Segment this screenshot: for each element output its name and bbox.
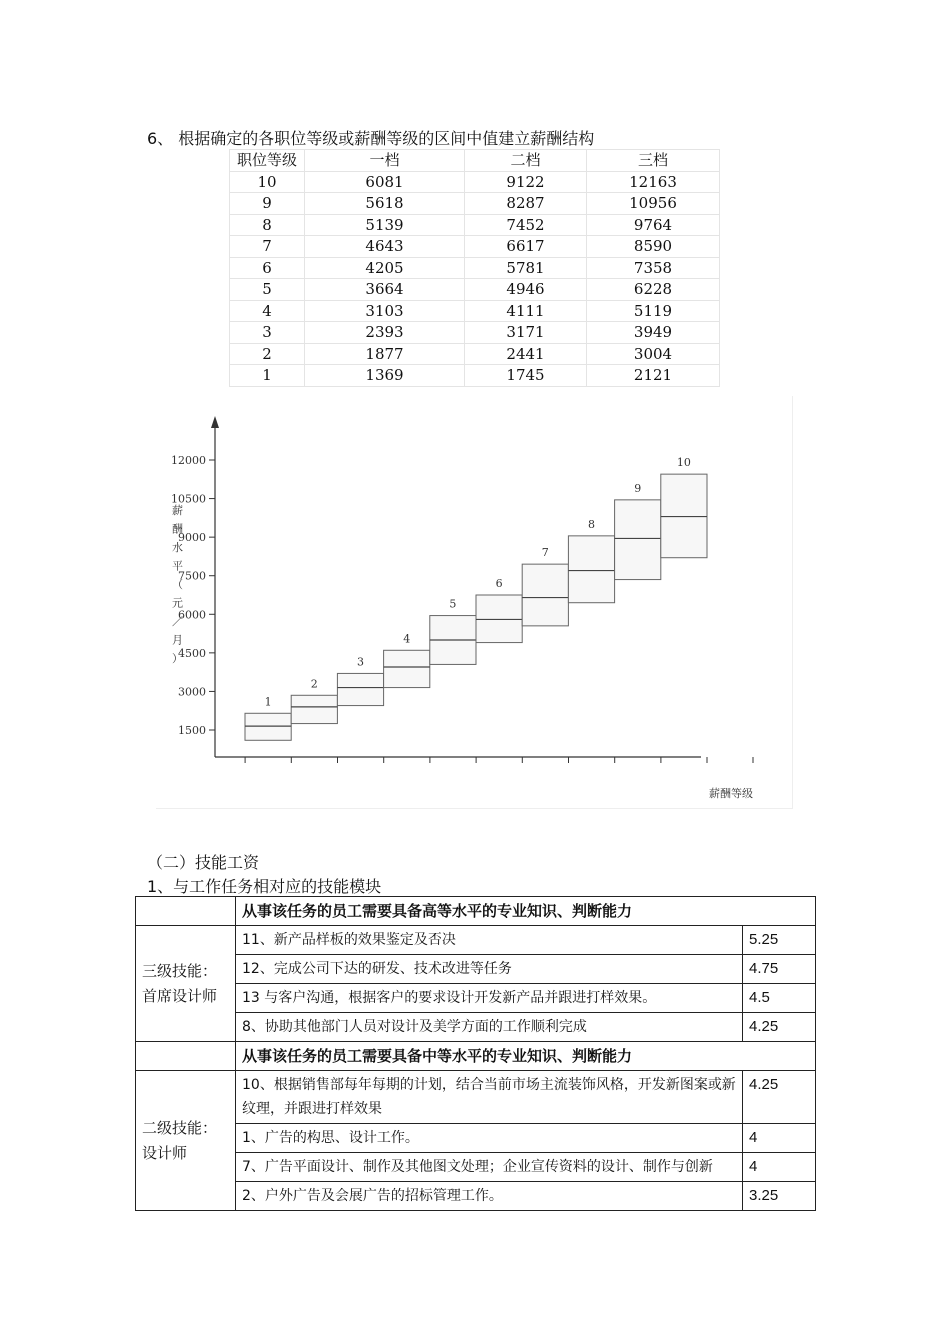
- col-header-tier1: 一档: [305, 150, 465, 172]
- salary-cell: 4205: [305, 257, 465, 279]
- salary-cell: 1745: [465, 365, 587, 387]
- salary-cell: 4111: [465, 300, 587, 322]
- grade-8-box: [568, 536, 614, 603]
- salary-cell: 7358: [587, 257, 720, 279]
- salary-cell: 6228: [587, 279, 720, 301]
- salary-row: [230, 236, 720, 258]
- salary-table-header: [230, 150, 720, 172]
- salary-cell: 5781: [465, 257, 587, 279]
- salary-cell: 8287: [465, 193, 587, 215]
- salary-cell: 5618: [305, 193, 465, 215]
- salary-row: [230, 279, 720, 301]
- salary-cell: 8590: [587, 236, 720, 258]
- grade-1-box: [245, 713, 291, 740]
- y-tick-label: 6000: [178, 608, 206, 622]
- grade-cell: 7: [230, 236, 305, 258]
- salary-structure-chart: [156, 396, 793, 809]
- grade-2-box: [291, 695, 337, 723]
- salary-cell: 4643: [305, 236, 465, 258]
- salary-row: [230, 214, 720, 236]
- salary-cell: 3664: [305, 279, 465, 301]
- salary-row: [230, 171, 720, 193]
- grade-2-label: 2: [310, 677, 318, 691]
- skill-task: 13 与客户沟通，根据客户的要求设计开发新产品并跟进打样效果。: [236, 984, 743, 1013]
- y-tick-label: 12000: [171, 454, 206, 467]
- skill-task-row: [136, 955, 816, 984]
- salary-cell: 3171: [465, 322, 587, 344]
- grade-cell: 2: [230, 343, 305, 365]
- skill-task: 10、根据销售部每年每期的计划，结合当前市场主流装饰风格，开发新图案或新纹理，并跟进打样效果: [236, 1071, 743, 1124]
- grade-6-label: 6: [495, 577, 503, 590]
- grade-6-box: [476, 595, 522, 643]
- grade-cell: 10: [230, 171, 305, 193]
- skill-task: 7、广告平面设计、制作及其他图文处理；企业宣传资料的设计、制作与创新: [236, 1153, 743, 1182]
- y-tick-label: 3000: [178, 685, 206, 699]
- skill-value: 4.5: [743, 984, 816, 1013]
- skill-task: 12、完成公司下达的研发、技术改进等任务: [236, 955, 743, 984]
- grade-cell: 1: [230, 365, 305, 387]
- salary-cell: 5119: [587, 300, 720, 322]
- skill-wage-heading: （二）技能工资: [147, 853, 260, 872]
- empty-cell: [136, 1042, 236, 1071]
- skill-value: 4: [743, 1153, 816, 1182]
- grade-7-label: 7: [541, 546, 549, 560]
- skill-value: 5.25: [743, 926, 816, 955]
- salary-row: [230, 322, 720, 344]
- grade-cell: 8: [230, 214, 305, 236]
- grade-3-label: 3: [357, 655, 364, 669]
- skill-group-header-row: [136, 897, 816, 926]
- salary-cell: 6081: [305, 171, 465, 193]
- salary-cell: 7452: [465, 214, 587, 236]
- salary-cell: 3103: [305, 300, 465, 322]
- salary-cell: 3949: [587, 322, 720, 344]
- grade-5-label: 5: [449, 597, 457, 611]
- skill-group-header-row: [136, 1042, 816, 1071]
- skill-task: 11、新产品样板的效果鉴定及否决: [236, 926, 743, 955]
- skill-level-label: 三级技能：首席设计师: [136, 926, 236, 1042]
- skill-level-requirement: 从事该任务的员工需要具备中等水平的专业知识、判断能力: [236, 1042, 816, 1071]
- salary-row: [230, 193, 720, 215]
- x-axis-label: 薪酬等级: [709, 787, 753, 800]
- salary-cell: 5139: [305, 214, 465, 236]
- grade-10-box: [661, 474, 707, 558]
- col-header-tier2: 二档: [465, 150, 587, 172]
- grade-cell: 3: [230, 322, 305, 344]
- grade-cell: 9: [230, 193, 305, 215]
- skill-value: 4.25: [743, 1071, 816, 1124]
- skill-task-row: [136, 1124, 816, 1153]
- salary-cell: 1877: [305, 343, 465, 365]
- skill-value: 4.75: [743, 955, 816, 984]
- y-tick-label: 9000: [178, 531, 206, 545]
- y-tick-label: 1500: [178, 724, 206, 737]
- skill-task-row: [136, 984, 816, 1013]
- grade-4-label: 4: [403, 632, 411, 646]
- col-header-tier3: 三档: [587, 150, 720, 172]
- salary-cell: 3004: [587, 343, 720, 365]
- y-tick-label: 10500: [171, 492, 206, 506]
- grade-7-box: [522, 564, 568, 626]
- salary-structure-table: [229, 149, 720, 387]
- grade-9-label: 9: [634, 481, 642, 495]
- salary-row: [230, 343, 720, 365]
- skill-task-row: [136, 926, 816, 955]
- salary-cell: 4946: [465, 279, 587, 301]
- skill-value: 3.25: [743, 1182, 816, 1211]
- grade-cell: 6: [230, 257, 305, 279]
- salary-cell: 2393: [305, 322, 465, 344]
- empty-cell: [136, 897, 236, 926]
- salary-cell: 10956: [587, 193, 720, 215]
- salary-cell: 9764: [587, 214, 720, 236]
- salary-cell: 12163: [587, 171, 720, 193]
- salary-cell: 2441: [465, 343, 587, 365]
- y-axis-label: 薪酬水平（元／月）: [172, 504, 183, 665]
- y-tick-label: 4500: [178, 646, 206, 660]
- grade-1-label: 1: [264, 695, 272, 709]
- skill-task: 8、协助其他部门人员对设计及美学方面的工作顺利完成: [236, 1013, 743, 1042]
- grade-3-box: [337, 673, 383, 705]
- y-axis-arrow: [211, 416, 219, 428]
- skill-task-row: [136, 1013, 816, 1042]
- skill-value: 4.25: [743, 1013, 816, 1042]
- skill-task-row: [136, 1071, 816, 1124]
- salary-cell: 2121: [587, 365, 720, 387]
- skill-value: 4: [743, 1124, 816, 1153]
- skill-task-row: [136, 1182, 816, 1211]
- chart-svg: [156, 396, 792, 808]
- grade-8-label: 8: [588, 517, 595, 531]
- skill-module-subheading: 1、与工作任务相对应的技能模块: [147, 877, 382, 896]
- skill-task-row: [136, 1153, 816, 1182]
- skill-module-table: [135, 896, 816, 1211]
- skill-level-requirement: 从事该任务的员工需要具备高等水平的专业知识、判断能力: [236, 897, 816, 926]
- col-header-grade: 职位等级: [230, 150, 305, 172]
- salary-cell: 1369: [305, 365, 465, 387]
- salary-cell: 6617: [465, 236, 587, 258]
- grade-cell: 5: [230, 279, 305, 301]
- y-tick-label: 7500: [178, 569, 206, 583]
- skill-task: 1、广告的构思、设计工作。: [236, 1124, 743, 1153]
- grade-cell: 4: [230, 300, 305, 322]
- grade-10-label: 10: [676, 456, 691, 470]
- skill-level-label: 二级技能：设计师: [136, 1071, 236, 1211]
- grade-4-box: [384, 650, 430, 687]
- grade-9-box: [615, 500, 661, 580]
- skill-task: 2、户外广告及会展广告的招标管理工作。: [236, 1182, 743, 1211]
- salary-row: [230, 257, 720, 279]
- salary-cell: 9122: [465, 171, 587, 193]
- salary-row: [230, 300, 720, 322]
- section-6-title: 6、 根据确定的各职位等级或薪酬等级的区间中值建立薪酬结构: [147, 129, 595, 148]
- salary-row: [230, 365, 720, 387]
